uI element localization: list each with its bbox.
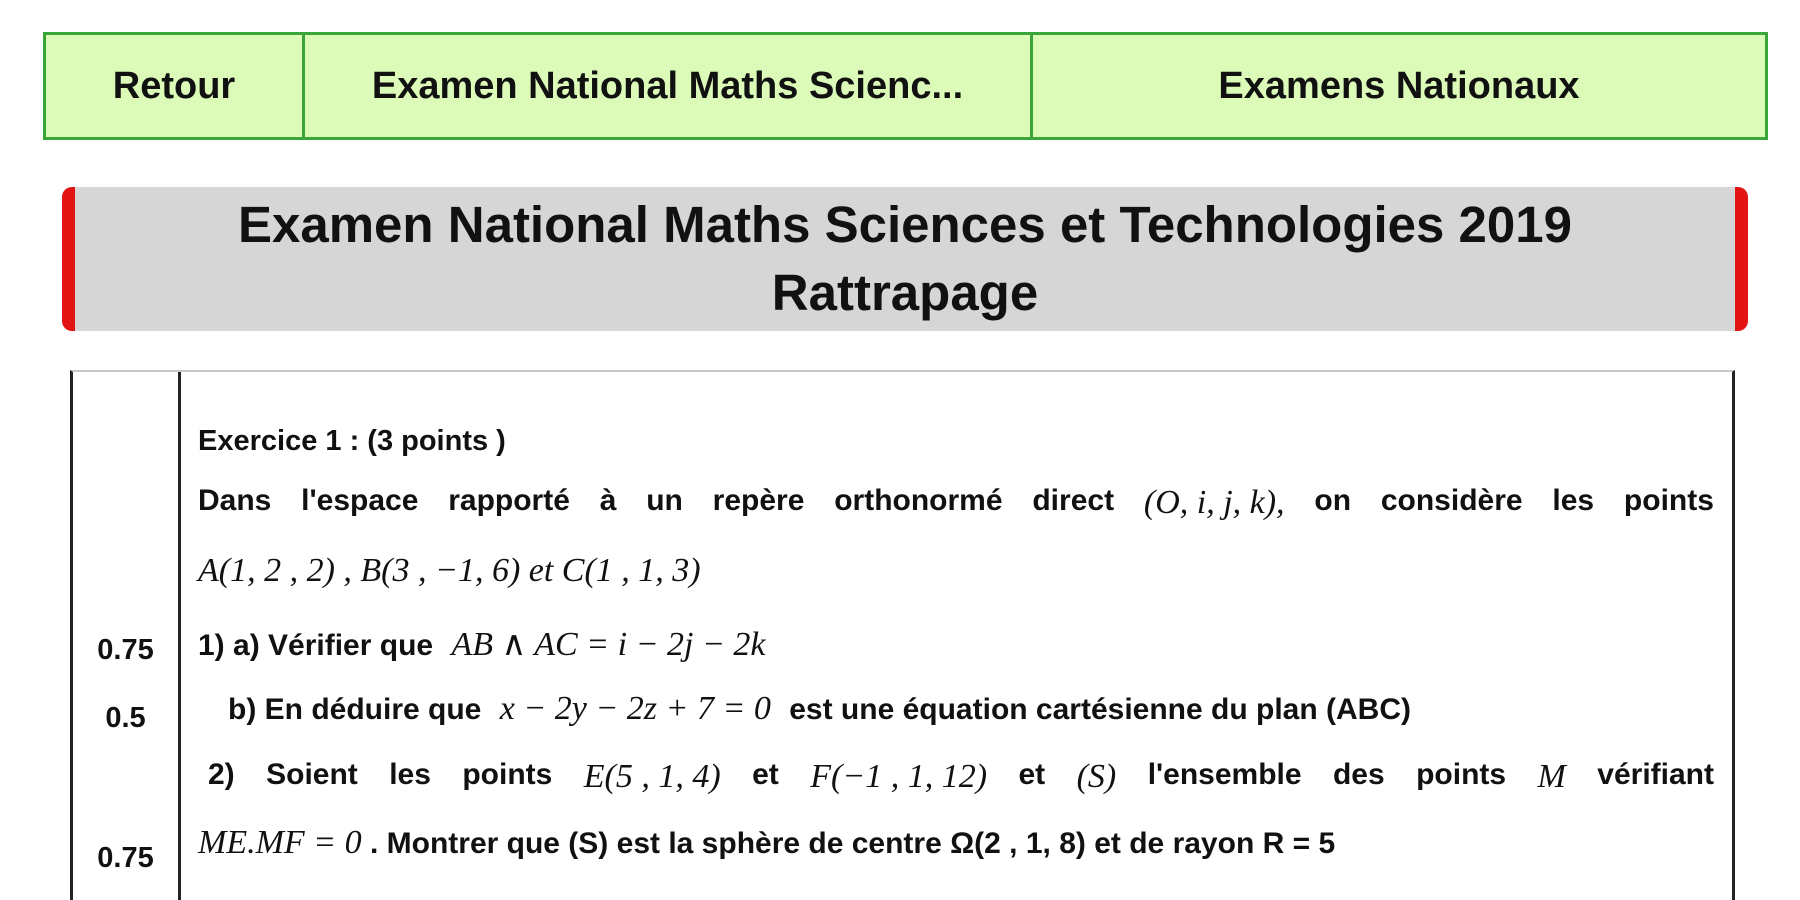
q2-word: des bbox=[1332, 758, 1385, 791]
intro-word: direct bbox=[1032, 484, 1115, 517]
national-exams-label: Examens Nationaux bbox=[1218, 64, 1580, 107]
q2-word: points bbox=[462, 758, 553, 791]
q2-math: (S) bbox=[1076, 758, 1117, 795]
back-button[interactable] bbox=[43, 32, 305, 140]
question-2-continued bbox=[198, 824, 1714, 862]
points-definition bbox=[198, 552, 1714, 590]
points-column-divider bbox=[178, 372, 181, 900]
intro-word: les bbox=[1552, 484, 1595, 517]
question-1b bbox=[228, 690, 1714, 728]
q2-word: et bbox=[1018, 758, 1046, 791]
national-exams-button[interactable] bbox=[1030, 32, 1768, 140]
question-2-end: . Montrer que (S) est la sphère de centre Ω(2 , 1, 8) et de rayon R = 5 bbox=[369, 827, 1336, 860]
exercise-intro bbox=[198, 484, 1714, 522]
page-title-banner bbox=[62, 187, 1748, 331]
current-exam-button[interactable] bbox=[302, 32, 1033, 140]
page-subtitle: Rattrapage bbox=[771, 264, 1039, 321]
intro-word: points bbox=[1623, 484, 1714, 517]
question-2 bbox=[208, 758, 1714, 796]
exercise-heading bbox=[198, 424, 1714, 458]
q2-word: points bbox=[1416, 758, 1507, 791]
frame-notation: (O, i, j, k), bbox=[1143, 484, 1285, 521]
intro-word: on bbox=[1314, 484, 1352, 517]
q2-math: M bbox=[1537, 758, 1566, 795]
page-title: Examen National Maths Sciences et Technologies 2019 bbox=[237, 196, 1573, 253]
intro-word: repère bbox=[712, 484, 805, 517]
q2-word: Soient bbox=[266, 758, 358, 791]
points-q1b: 0.5 bbox=[105, 702, 146, 734]
intro-word: rapporté bbox=[448, 484, 570, 517]
question-1a-text: 1) a) Vérifier que bbox=[198, 629, 434, 662]
question-1a bbox=[198, 624, 1714, 664]
question-1b-text: b) En déduire que bbox=[228, 693, 482, 726]
q2-word: et bbox=[752, 758, 779, 791]
intro-word: orthonormé bbox=[834, 484, 1003, 517]
exercise-title: Exercice 1 : (3 points ) bbox=[198, 425, 506, 457]
q2-word: vérifiant bbox=[1597, 758, 1714, 791]
q2-word: l'ensemble bbox=[1147, 758, 1302, 791]
q2-math: E(5 , 1, 4) bbox=[583, 758, 721, 795]
question-1b-end: est une équation cartésienne du plan (ABC) bbox=[789, 693, 1411, 726]
intro-word: Dans bbox=[198, 484, 272, 517]
exam-document bbox=[70, 370, 1735, 900]
question-2-math: ME.MF = 0 bbox=[198, 824, 362, 861]
intro-word: considère bbox=[1380, 484, 1523, 517]
q2-word: 2) bbox=[208, 758, 235, 791]
back-button-label: Retour bbox=[112, 64, 236, 107]
intro-word: l'espace bbox=[301, 484, 419, 517]
question-1b-math: x − 2y − 2z + 7 = 0 bbox=[499, 690, 771, 727]
points-definition-text: A(1, 2 , 2) , B(3 , −1, 6) et C(1 , 1, 3) bbox=[198, 552, 701, 589]
q2-math: F(−1 , 1, 12) bbox=[810, 758, 988, 795]
current-exam-label: Examen National Maths Scienc... bbox=[371, 64, 964, 107]
question-1a-math: AB ∧ AC = i − 2j − 2k bbox=[451, 626, 766, 663]
top-navigation bbox=[43, 32, 1768, 140]
intro-word: un bbox=[646, 484, 683, 517]
points-q1a: 0.75 bbox=[97, 634, 154, 666]
q2-word: les bbox=[389, 758, 431, 791]
intro-word: à bbox=[599, 484, 617, 517]
points-q2: 0.75 bbox=[97, 842, 154, 874]
